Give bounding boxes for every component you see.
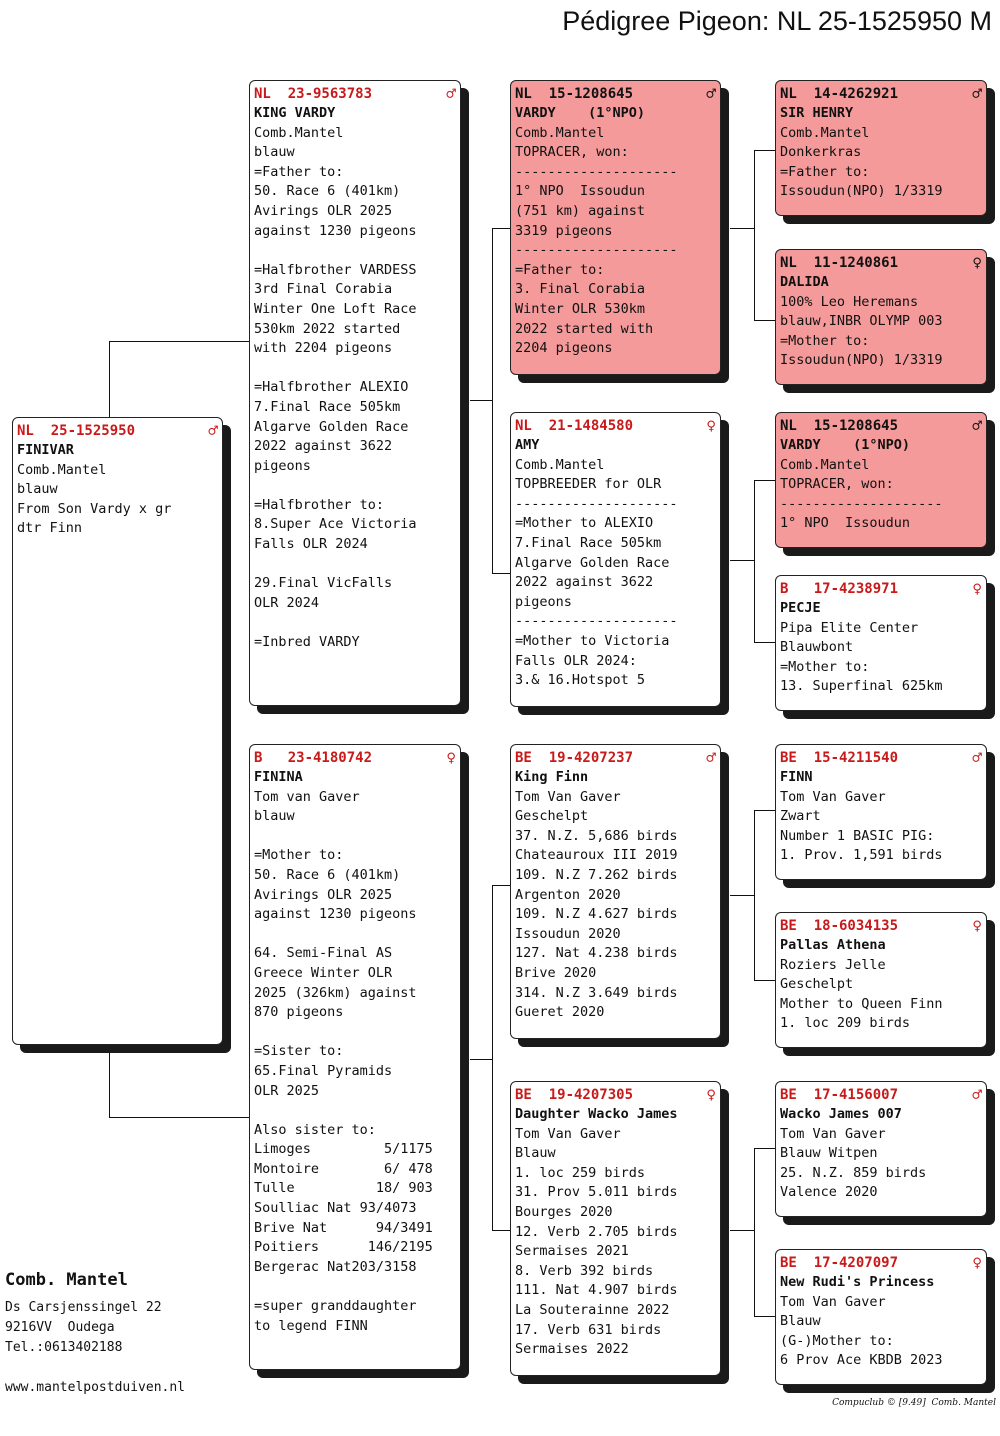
pigeon-info-line: Mother to Queen Finn <box>780 995 943 1012</box>
pigeon-info-line: =Mother to: <box>254 847 344 864</box>
pigeon-card-sire-sire-sire <box>775 80 987 216</box>
pigeon-info-line: 1. loc 259 birds <box>515 1164 646 1181</box>
connector-line <box>470 400 492 401</box>
owner-name: Comb. Mantel <box>5 1270 128 1290</box>
card-header <box>17 421 218 441</box>
pigeon-info-line: Issoudun(NPO) 1/3319 <box>780 183 943 200</box>
pigeon-info-line: against 1230 pigeons <box>254 906 417 923</box>
connector-line <box>754 980 775 981</box>
pigeon-info-line: Tom Van Gaver <box>780 788 886 805</box>
pigeon-info-line: to legend FINN <box>254 1317 368 1334</box>
male-symbol-icon: ♂ <box>972 748 982 767</box>
pigeon-info-line: 530km 2022 started <box>254 320 401 337</box>
pigeon-info-line: Falls OLR 2024 <box>254 536 368 553</box>
female-symbol-icon: ♀ <box>706 1085 716 1104</box>
pigeon-info-line: Poitiers 146/2195 <box>254 1239 433 1256</box>
pigeon-card-dam-sire-sire <box>775 744 987 880</box>
pigeon-card-subject <box>12 417 223 1045</box>
pigeon-card-dam-sire <box>510 744 721 1039</box>
pigeon-info-line: 17. Verb 631 birds <box>515 1321 662 1338</box>
ring-number: NL 25-1525950 <box>17 423 136 439</box>
pigeon-info-line <box>254 476 456 496</box>
connector-line <box>754 1148 755 1316</box>
pigeon-info-line: Also sister to: <box>254 1121 376 1138</box>
pigeon-name: VARDY (1°NPO) <box>780 437 911 453</box>
pigeon-info-line: blauw,INBR OLYMP 003 <box>780 313 943 330</box>
male-symbol-icon: ♂ <box>208 421 218 440</box>
male-symbol-icon: ♂ <box>972 1085 982 1104</box>
pigeon-card-sire-dam-sire <box>775 412 987 548</box>
pigeon-info-line: Geschelpt <box>515 808 589 825</box>
pigeon-info-line: 37. N.Z. 5,686 birds <box>515 827 678 844</box>
pigeon-info-line: 3.& 16.Hotspot 5 <box>515 672 646 689</box>
pigeon-info-line <box>254 1101 456 1121</box>
connector-line <box>754 320 775 321</box>
pigeon-card-dam-sire-dam <box>775 912 987 1048</box>
pigeon-info-line: (751 km) against <box>515 202 646 219</box>
pigeon-info-line: OLR 2025 <box>254 1082 320 1099</box>
connector-line <box>730 228 754 229</box>
male-symbol-icon: ♂ <box>706 748 716 767</box>
pigeon-info-line: 1° NPO Issoudun <box>780 515 911 532</box>
pigeon-info-line: Falls OLR 2024: <box>515 652 637 669</box>
pigeon-info-line: =Mother to ALEXIO <box>515 515 654 532</box>
connector-line <box>492 573 511 574</box>
pigeon-info-line: 2022 against 3622 <box>254 438 393 455</box>
pigeon-info-line: 3rd Final Corabia <box>254 281 393 298</box>
female-symbol-icon: ♀ <box>972 253 982 272</box>
pigeon-info-line: 8. Verb 392 birds <box>515 1262 654 1279</box>
pigeon-info-line: From Son Vardy x gr <box>17 500 172 517</box>
pigeon-info-line: 7.Final Race 505km <box>515 534 662 551</box>
ring-number: B 17-4238971 <box>780 581 899 597</box>
pigeon-info-line: 1° NPO Issoudun <box>515 183 646 200</box>
pigeon-info-line: Sermaises 2022 <box>515 1341 629 1358</box>
pigeon-info-line: Bergerac Nat203/3158 <box>254 1258 417 1275</box>
connector-line <box>730 895 754 896</box>
card-header <box>515 1085 716 1105</box>
pigeon-info-line: 111. Nat 4.907 birds <box>515 1282 678 1299</box>
pigeon-card-dam-dam <box>510 1081 721 1376</box>
pigeon-info-line: Blauwbont <box>780 639 854 656</box>
card-header <box>780 1085 982 1105</box>
pigeon-name: Daughter Wacko James <box>515 1106 678 1122</box>
pigeon-info-line: 2025 (326km) against <box>254 984 417 1001</box>
pigeon-info-line: La Souterainne 2022 <box>515 1301 670 1318</box>
pigeon-card-sire <box>249 80 461 706</box>
female-symbol-icon: ♀ <box>972 1253 982 1272</box>
pigeon-info-line: Comb.Mantel <box>780 124 870 141</box>
ring-number: BE 17-4207097 <box>780 1255 899 1271</box>
pigeon-card-dam-dam-dam <box>775 1249 987 1385</box>
connector-line <box>754 810 775 811</box>
pigeon-info-line: Donkerkras <box>780 144 862 161</box>
pigeon-info-line: 50. Race 6 (401km) <box>254 183 401 200</box>
pigeon-info-line: 12. Verb 2.705 birds <box>515 1223 678 1240</box>
card-header <box>780 916 982 936</box>
pigeon-info-line: Geschelpt <box>780 976 854 993</box>
pigeon-info-line: 2022 started with <box>515 320 654 337</box>
pigeon-info-line: =Father to: <box>515 261 605 278</box>
pigeon-info-line <box>254 925 456 945</box>
pigeon-info-line: Brive 2020 <box>515 964 597 981</box>
pigeon-info-line: =Halfbrother to: <box>254 496 385 513</box>
pigeon-info-line: -------------------- <box>780 495 943 512</box>
pigeon-info-line: Valence 2020 <box>780 1184 878 1201</box>
card-header <box>780 416 982 436</box>
pigeon-info-line: Comb.Mantel <box>780 456 870 473</box>
connector-line <box>109 341 110 418</box>
pigeon-info-line: 100% Leo Heremans <box>780 293 919 310</box>
male-symbol-icon: ♂ <box>706 84 716 103</box>
pigeon-name: Pallas Athena <box>780 937 886 953</box>
pigeon-info-line: Roziers Jelle <box>780 956 886 973</box>
pigeon-name: King Finn <box>515 769 589 785</box>
pigeon-info-line: 31. Prov 5.011 birds <box>515 1184 678 1201</box>
card-header <box>515 84 716 104</box>
male-symbol-icon: ♂ <box>972 84 982 103</box>
connector-line <box>470 1059 492 1060</box>
pigeon-name: FINN <box>780 769 813 785</box>
pigeon-info-line: 1. loc 209 birds <box>780 1015 911 1032</box>
connector-line <box>754 1316 775 1317</box>
pigeon-info-line: Blauw <box>780 1313 821 1330</box>
pigeon-name: AMY <box>515 437 540 453</box>
male-symbol-icon: ♂ <box>446 84 456 103</box>
card-header <box>254 84 456 104</box>
pigeon-info-line: Tom van Gaver <box>254 788 360 805</box>
pigeon-name: FININA <box>254 769 303 785</box>
pigeon-info-line: -------------------- <box>515 613 678 630</box>
pigeon-info-line: =Mother to: <box>780 658 870 675</box>
connector-line <box>754 480 755 642</box>
pigeon-info-line: pigeons <box>254 457 311 474</box>
pigeon-info-line: with 2204 pigeons <box>254 340 393 357</box>
female-symbol-icon: ♀ <box>706 416 716 435</box>
pigeon-info-line: =Sister to: <box>254 1043 344 1060</box>
pigeon-info-line: Brive Nat 94/3491 <box>254 1219 433 1236</box>
pigeon-info-line: 65.Final Pyramids <box>254 1062 393 1079</box>
pigeon-info-line: 314. N.Z 3.649 birds <box>515 984 678 1001</box>
pigeon-info-line <box>254 359 456 379</box>
pigeon-name: PECJE <box>780 600 821 616</box>
pigeon-name: DALIDA <box>780 274 829 290</box>
card-header <box>515 748 716 768</box>
pigeon-name: FINIVAR <box>17 442 74 458</box>
card-header <box>780 84 982 104</box>
pigeon-card-sire-sire <box>510 80 721 375</box>
pigeon-info-line: =Halfbrother VARDESS <box>254 261 417 278</box>
pigeon-name: KING VARDY <box>254 105 336 121</box>
ring-number: NL 21-1484580 <box>515 418 634 434</box>
pigeon-info-line: Tom Van Gaver <box>515 788 621 805</box>
pigeon-info-line: 29.Final VicFalls <box>254 575 393 592</box>
pigeon-info-line: 13. Superfinal 625km <box>780 678 943 695</box>
pigeon-info-line <box>254 827 456 847</box>
pigeon-info-line: Algarve Golden Race <box>254 418 409 435</box>
pigeon-info-line: against 1230 pigeons <box>254 222 417 239</box>
ring-number: B 23-4180742 <box>254 750 373 766</box>
male-symbol-icon: ♂ <box>972 416 982 435</box>
pigeon-info-line: pigeons <box>515 593 572 610</box>
pigeon-info-line: =Mother to Victoria <box>515 632 670 649</box>
pigeon-info-line: Algarve Golden Race <box>515 554 670 571</box>
pigeon-info-line: blauw <box>254 808 295 825</box>
connector-line <box>730 560 754 561</box>
card-header <box>780 748 982 768</box>
pigeon-info-line: Blauw <box>515 1145 556 1162</box>
pigeon-card-dam <box>249 744 461 1370</box>
pigeon-info-line: =Inbred VARDY <box>254 634 360 651</box>
card-header <box>254 748 456 768</box>
pigeon-info-line: 109. N.Z 4.627 birds <box>515 906 678 923</box>
pigeon-name: New Rudi's Princess <box>780 1274 935 1290</box>
pigeon-info-line: =Mother to: <box>780 332 870 349</box>
software-credit: Compuclub © [9.49] Comb. Mantel <box>832 1398 996 1408</box>
pigeon-info-line: 8.Super Ace Victoria <box>254 516 417 533</box>
ring-number: BE 15-4211540 <box>780 750 899 766</box>
ring-number: BE 19-4207237 <box>515 750 634 766</box>
pigeon-name: SIR HENRY <box>780 105 854 121</box>
pigeon-info-line: Tom Van Gaver <box>780 1293 886 1310</box>
pigeon-info-line: Comb.Mantel <box>17 461 107 478</box>
page-title: Pédigree Pigeon: NL 25-1525950 M <box>562 6 992 36</box>
connector-line <box>492 885 493 1230</box>
pigeon-card-sire-dam <box>510 412 721 707</box>
pigeon-info-line: Bourges 2020 <box>515 1203 613 1220</box>
ring-number: NL 23-9563783 <box>254 86 373 102</box>
pigeon-info-line: Zwart <box>780 808 821 825</box>
ring-number: NL 14-4262921 <box>780 86 899 102</box>
pigeon-name: Wacko James 007 <box>780 1106 902 1122</box>
pigeon-info-line: Tom Van Gaver <box>515 1125 621 1142</box>
ring-number: NL 15-1208645 <box>515 86 634 102</box>
ring-number: NL 11-1240861 <box>780 255 899 271</box>
card-header <box>780 1253 982 1273</box>
pigeon-info-line: Argenton 2020 <box>515 886 621 903</box>
pigeon-info-line: =Father to: <box>254 163 344 180</box>
pigeon-info-line: =Halfbrother ALEXIO <box>254 379 409 396</box>
pigeon-info-line: OLR 2024 <box>254 594 320 611</box>
pigeon-info-line: dtr Finn <box>17 520 83 537</box>
pigeon-card-dam-dam-sire <box>775 1081 987 1217</box>
pigeon-info-line: Limoges 5/1175 <box>254 1141 433 1158</box>
ring-number: BE 17-4156007 <box>780 1087 899 1103</box>
pigeon-info-line: 1. Prov. 1,591 birds <box>780 847 943 864</box>
pigeon-info-line: -------------------- <box>515 495 678 512</box>
pigeon-info-line: Soulliac Nat 93/4073 <box>254 1200 417 1217</box>
owner-website[interactable]: www.mantelpostduiven.nl <box>5 1380 186 1395</box>
pigeon-info-line <box>254 613 456 633</box>
connector-line <box>109 341 250 342</box>
pigeon-info-line: TOPRACER, won: <box>780 476 894 493</box>
pigeon-info-line: Number 1 BASIC PIG: <box>780 827 935 844</box>
owner-phone: Tel.:0613402188 <box>5 1340 123 1355</box>
pigeon-info-line: Gueret 2020 <box>515 1004 605 1021</box>
pigeon-info-line: Issoudun(NPO) 1/3319 <box>780 352 943 369</box>
pigeon-info-line: 2204 pigeons <box>515 340 613 357</box>
pigeon-info-line: Comb.Mantel <box>254 124 344 141</box>
pigeon-info-line: -------------------- <box>515 242 678 259</box>
connector-line <box>754 810 755 980</box>
pigeon-info-line: 3319 pigeons <box>515 222 613 239</box>
pigeon-info-line: Issoudun 2020 <box>515 925 621 942</box>
pigeon-info-line: (G-)Mother to: <box>780 1332 894 1349</box>
pigeon-info-line <box>254 241 456 261</box>
pigeon-info-line: Montoire 6/ 478 <box>254 1160 433 1177</box>
female-symbol-icon: ♀ <box>446 748 456 767</box>
connector-line <box>109 1045 110 1117</box>
connector-line <box>754 642 775 643</box>
pigeon-info-line: 870 pigeons <box>254 1004 344 1021</box>
pigeon-info-line: Tom Van Gaver <box>780 1125 886 1142</box>
pigeon-info-line: 25. N.Z. 859 birds <box>780 1164 927 1181</box>
pigeon-info-line <box>254 555 456 575</box>
female-symbol-icon: ♀ <box>972 916 982 935</box>
pigeon-name: VARDY (1°NPO) <box>515 105 646 121</box>
pigeon-info-line: TOPRACER, won: <box>515 144 629 161</box>
connector-line <box>754 150 755 320</box>
pigeon-info-line: Blauw Witpen <box>780 1145 878 1162</box>
pigeon-info-line: blauw <box>17 481 58 498</box>
connector-line <box>492 228 511 229</box>
pigeon-info-line: blauw <box>254 144 295 161</box>
connector-line <box>109 1117 250 1118</box>
pigeon-info-line <box>254 1277 456 1297</box>
pigeon-info-line: Tulle 18/ 903 <box>254 1180 433 1197</box>
pigeon-info-line: 3. Final Corabia <box>515 281 646 298</box>
pigeon-info-line: 64. Semi-Final AS <box>254 945 393 962</box>
connector-line <box>754 150 775 151</box>
connector-line <box>492 228 493 573</box>
pigeon-info-line: Winter OLR 530km <box>515 300 646 317</box>
pigeon-info-line: Pipa Elite Center <box>780 619 919 636</box>
ring-number: BE 19-4207305 <box>515 1087 634 1103</box>
owner-address-street: Ds Carsjenssingel 22 <box>5 1300 162 1315</box>
pigeon-info-line: Comb.Mantel <box>515 456 605 473</box>
connector-line <box>754 1148 775 1149</box>
pigeon-info-line: 6 Prov Ace KBDB 2023 <box>780 1352 943 1369</box>
connector-line <box>730 1230 754 1231</box>
pigeon-info-line: Chateauroux III 2019 <box>515 847 678 864</box>
pigeon-info-line: Avirings OLR 2025 <box>254 202 393 219</box>
pigeon-info-line <box>254 1023 456 1043</box>
pigeon-info-line: Comb.Mantel <box>515 124 605 141</box>
owner-address-city: 9216VV Oudega <box>5 1320 115 1335</box>
ring-number: BE 18-6034135 <box>780 918 899 934</box>
pigeon-card-sire-dam-dam <box>775 575 987 711</box>
pigeon-info-line: TOPBREEDER for OLR <box>515 476 662 493</box>
connector-line <box>492 885 511 886</box>
connector-line <box>754 480 775 481</box>
connector-line <box>492 1230 511 1231</box>
pigeon-info-line: =Father to: <box>780 163 870 180</box>
pigeon-info-line: 50. Race 6 (401km) <box>254 866 401 883</box>
pigeon-info-line: 7.Final Race 505km <box>254 398 401 415</box>
pigeon-info-line: 2022 against 3622 <box>515 574 654 591</box>
card-header <box>515 416 716 436</box>
pigeon-info-line: Winter One Loft Race <box>254 300 417 317</box>
pigeon-info-line: Sermaises 2021 <box>515 1243 629 1260</box>
female-symbol-icon: ♀ <box>972 579 982 598</box>
card-header <box>780 579 982 599</box>
ring-number: NL 15-1208645 <box>780 418 899 434</box>
pigeon-info-line: =super granddaughter <box>254 1298 417 1315</box>
pigeon-info-line: 109. N.Z 7.262 birds <box>515 866 678 883</box>
pigeon-info-line: Greece Winter OLR <box>254 964 393 981</box>
card-header <box>780 253 982 273</box>
pigeon-info-line: Avirings OLR 2025 <box>254 886 393 903</box>
pigeon-info-line: -------------------- <box>515 163 678 180</box>
pigeon-card-sire-sire-dam <box>775 249 987 385</box>
pigeon-info-line: 127. Nat 4.238 birds <box>515 945 678 962</box>
